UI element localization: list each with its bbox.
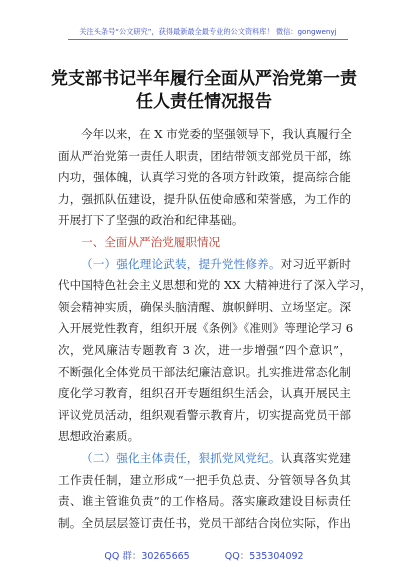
item2-text: 认真落实党建 xyxy=(280,450,351,465)
intro-line: 力，强抓队伍建设，提升队伍使命感和荣誉感，为工作的 xyxy=(58,191,351,206)
document-title xyxy=(0,68,408,114)
item1-line: 度化学习教育，组织召开专题组织生活会，认真开展民主 xyxy=(58,386,351,401)
intro-line: 内功，强体魄，认真学习党的各项方针政策，提高综合能 xyxy=(58,170,351,185)
item2-line: 制。全员层层签订责任书，党员干部结合岗位实际，作出 xyxy=(58,515,351,530)
item1-line: 不断强化全体党员干部法纪廉洁意识。扎实推进常态化制 xyxy=(58,364,351,379)
title-line-2: 任人责任情况报告 xyxy=(136,92,272,112)
intro-line: 开展打下了坚强的政治和纪律基础。 xyxy=(58,213,244,228)
page-footer xyxy=(0,548,408,562)
item1-line: 领会精神实质，确保头脑清醒、旗帜鲜明、立场坚定。深 xyxy=(58,299,351,314)
item2-line: 责、谁主管谁负责”的工作格局。落实廉政建设目标责任 xyxy=(58,494,351,509)
item1-line: 思想政治素质。 xyxy=(58,429,140,444)
footer-qq: QQ：535304092 xyxy=(224,551,304,562)
document-body xyxy=(58,124,372,534)
item1-heading: （一）强化理论武装，提升党性修养。 xyxy=(81,256,281,271)
item1-line: 代中国特色社会主义思想和党的 XX 大精神进行了深入学习， xyxy=(58,278,372,293)
item1-line: 次，党风廉洁专题教育 3 次，进一步增强“四个意识”， xyxy=(58,342,351,357)
item1-first-line xyxy=(58,254,351,276)
item2-heading: （二）强化主体责任，狠抓党风党纪。 xyxy=(81,450,281,465)
item1-text: 对习近平新时 xyxy=(280,256,351,271)
item2-line: 工作责任制，建立形成“一把手负总责、分管领导各负其 xyxy=(58,472,351,487)
intro-line: 今年以来，在 X 市党委的坚强领导下，我认真履行全 xyxy=(81,127,352,141)
section-heading: 一、全面从严治党履职情况 xyxy=(81,234,221,249)
footer-qq-group: QQ 群：30265665 xyxy=(104,551,190,562)
item1-line: 评议党员活动，组织观看警示教育片，切实提高党员干部 xyxy=(58,407,351,422)
item1-line: 入开展党性教育，组织开展《条例》《准则》等理论学习 6 xyxy=(58,321,354,336)
item2-first-line xyxy=(58,448,351,470)
intro-line: 面从严治党第一责任人职责，团结带领支部党员干部，练 xyxy=(58,148,351,163)
promo-banner: 关注头条号“公文研究”，获得最新最全最专业的公文资料库！ 微信：gongwenyj xyxy=(68,25,348,40)
title-line-1: 党支部书记半年履行全面从严治党第一责 xyxy=(51,69,357,89)
